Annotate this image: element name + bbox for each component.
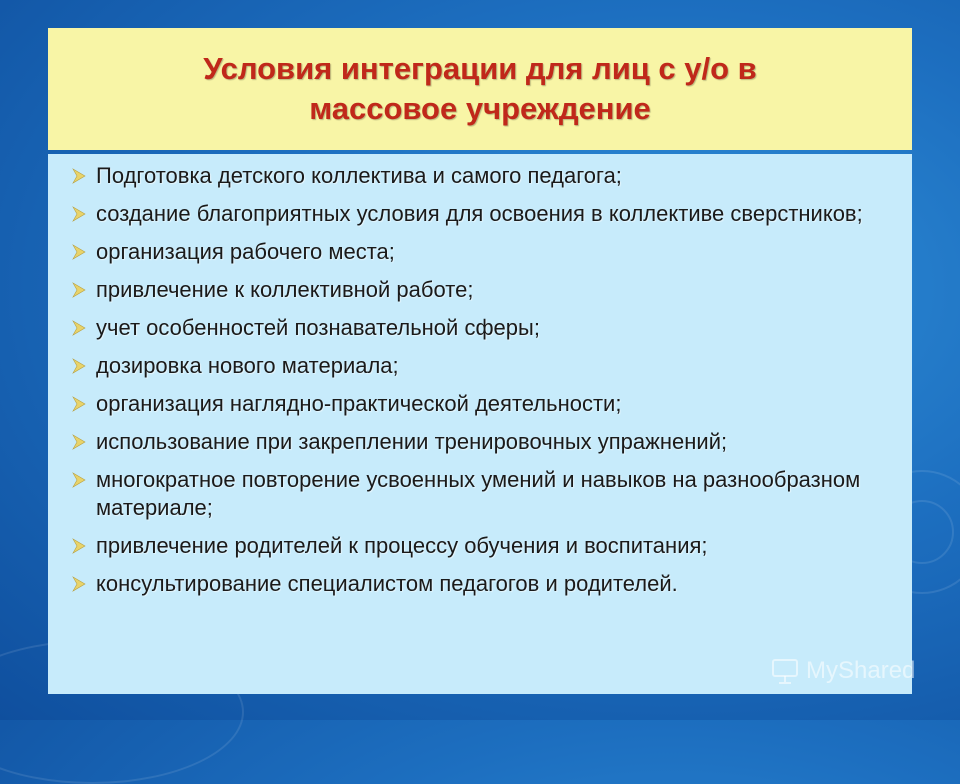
arrow-bullet-icon	[72, 244, 86, 260]
slide-title-line-2: массовое учреждение	[309, 91, 651, 126]
watermark-text: MyShared	[806, 657, 916, 684]
bullet-item	[64, 532, 872, 560]
arrow-bullet-icon	[72, 434, 86, 450]
arrow-bullet-icon	[72, 320, 86, 336]
arrow-bullet-icon	[72, 168, 86, 184]
bullet-item	[64, 570, 872, 598]
bullet-text: создание благоприятных условия для освоения в коллективе сверстников;	[96, 201, 863, 226]
bullet-text: привлечение родителей к процессу обучения и воспитания;	[96, 533, 708, 558]
arrow-bullet-icon	[72, 396, 86, 412]
bullet-text: использование при закреплении тренировочных упражнений;	[96, 429, 728, 454]
bullet-item	[64, 314, 872, 342]
watermark	[770, 656, 915, 686]
bullet-text: организация рабочего места;	[96, 239, 395, 264]
bullet-item	[64, 466, 872, 522]
arrow-bullet-icon	[72, 538, 86, 554]
bullet-item	[64, 428, 872, 456]
bullet-item	[64, 238, 872, 266]
arrow-bullet-icon	[72, 358, 86, 374]
bullet-item	[64, 162, 872, 190]
bullet-text: консультирование специалистом педагогов и родителей.	[96, 571, 678, 596]
bullet-item	[64, 276, 872, 304]
arrow-bullet-icon	[72, 282, 86, 298]
arrow-bullet-icon	[72, 576, 86, 592]
presentation-icon	[770, 656, 800, 686]
bullet-item	[64, 390, 872, 418]
arrow-bullet-icon	[72, 206, 86, 222]
slide-title-line-1: Условия интеграции для лиц с у/о в	[203, 51, 757, 86]
bullet-text: Подготовка детского коллектива и самого педагога;	[96, 163, 622, 188]
bullet-text: дозировка нового материала;	[96, 353, 399, 378]
bullet-text: многократное повторение усвоенных умений и навыков на разнообразном материале;	[96, 467, 861, 520]
bullet-item	[64, 200, 872, 228]
slide-content-box	[48, 154, 912, 694]
arrow-bullet-icon	[72, 472, 86, 488]
bullet-text: организация наглядно-практической деятельности;	[96, 391, 622, 416]
bullet-text: учет особенностей познавательной сферы;	[96, 315, 540, 340]
slide-title-box	[48, 28, 912, 150]
bullet-item	[64, 352, 872, 380]
bullet-text: привлечение к коллективной работе;	[96, 277, 474, 302]
bullet-list	[64, 162, 872, 598]
